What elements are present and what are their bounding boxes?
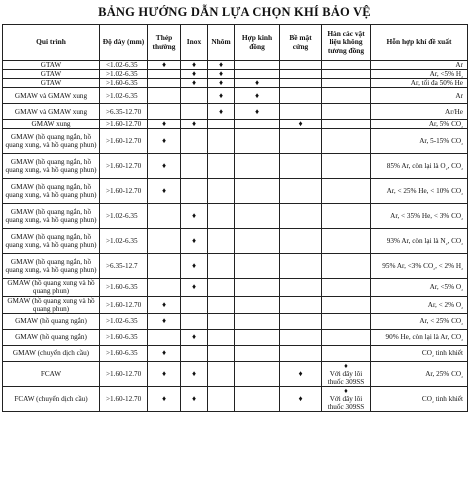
cell-inox [181,345,208,361]
cell-gas-mix: 95% Ar, <3% $CO_{_2}$, < 2% $H_{_2}$ [371,254,468,279]
cell-steel [148,254,181,279]
diamond-mark-icon: ♦ [191,60,197,69]
cell-dissimilar [322,279,371,296]
diamond-mark-icon: ♦ [161,299,167,309]
cell-steel [148,154,181,179]
table-row [3,296,468,313]
cell-inox [181,120,208,129]
cell-copper [235,345,280,361]
cell-inox [181,229,208,254]
cell-inox [181,179,208,204]
cell-aluminum [208,129,235,154]
cell-aluminum [208,296,235,313]
diamond-mark-icon: ♦ [344,361,348,370]
diamond-mark-icon: ♦ [218,60,224,69]
cell-hard [280,254,322,279]
diamond-mark-icon: ♦ [161,394,167,404]
cell-thickness: >1.60-12.70 [100,154,148,179]
table-row [3,329,468,345]
cell-dissimilar [322,179,371,204]
cell-dissimilar [322,129,371,154]
cell-dissimilar [322,88,371,104]
cell-process: GMAW (hồ quang ngắn, hồ quang xung, và hồ quang phun) [3,229,100,254]
diamond-mark-icon: ♦ [191,394,197,404]
cell-copper [235,279,280,296]
cell-process: GMAW xung [3,120,100,129]
diamond-mark-icon: ♦ [298,394,303,404]
diamond-mark-icon: ♦ [191,282,197,292]
cell-thickness: >1.02-6.35 [100,204,148,229]
header-thickness: Độ dày (mm) [100,25,148,61]
header-gas-mix: Hỗn hợp khí đề xuất [371,25,468,61]
cell-process: GTAW [3,61,100,70]
cell-aluminum [208,179,235,204]
cell-dissimilar [322,361,371,386]
cell-dissimilar [322,345,371,361]
cell-process: GMAW (hồ quang ngắn, hồ quang xung, và hồ quang phun) [3,129,100,154]
diamond-mark-icon: ♦ [191,78,197,88]
cell-hard [280,154,322,179]
table-row [3,61,468,70]
cell-steel [148,387,181,412]
diamond-mark-icon: ♦ [298,119,303,129]
diamond-mark-icon: ♦ [218,78,224,88]
cell-gas-mix: Ar, < 35% He, < 3% $CO_{_2}$ [371,204,468,229]
cell-gas-mix: 93% Ar, còn lại là $N_{_2}$, $CO_{_2}$ [371,229,468,254]
diamond-mark-icon: ♦ [161,368,167,378]
cell-aluminum [208,361,235,386]
cell-gas-mix: Ar, 5% $CO_{_2}$ [371,120,468,129]
diamond-mark-icon: ♦ [161,348,167,358]
cell-inox [181,70,208,79]
cell-dissimilar [322,120,371,129]
table-row [3,387,468,412]
cell-copper [235,88,280,104]
cell-steel [148,313,181,329]
cell-dissimilar [322,79,371,88]
table-row [3,154,468,179]
cell-process: GMAW và GMAW xung [3,88,100,104]
cell-steel [148,296,181,313]
cell-thickness: >1.60-12.70 [100,387,148,412]
cell-hard [280,296,322,313]
cell-dissimilar [322,387,371,412]
cell-process: GMAW (hồ quang ngắn) [3,313,100,329]
cell-copper [235,129,280,154]
page-title: BẢNG HƯỚNG DẪN LỰA CHỌN KHÍ BẢO VỆ [98,5,371,19]
header-process: Qui trình [3,25,100,61]
cell-thickness: >1.60-6.35 [100,345,148,361]
diamond-mark-icon: ♦ [161,186,167,196]
header-copper: Hợp kinh đồng [235,25,280,61]
cell-copper [235,329,280,345]
cell-steel [148,279,181,296]
diamond-mark-icon: ♦ [191,119,197,129]
cell-aluminum [208,313,235,329]
cell-process: GMAW (hồ quang xung và hồ quang phun) [3,279,100,296]
cell-hard [280,313,322,329]
table-row [3,129,468,154]
cell-aluminum [208,120,235,129]
shielding-gas-table [2,24,468,412]
cell-process: GMAW (hồ quang ngắn) [3,329,100,345]
header-dissimilar: Hàn các vật liệu không tương đồng [322,25,371,61]
table-header-row [3,25,468,61]
cell-inox [181,104,208,120]
header-inox: Inox [181,25,208,61]
diamond-mark-icon: ♦ [161,119,167,129]
cell-inox [181,88,208,104]
cell-steel [148,329,181,345]
table-row [3,179,468,204]
cell-hard [280,345,322,361]
table-row [3,345,468,361]
cell-dissimilar [322,254,371,279]
cell-steel [148,361,181,386]
cell-aluminum [208,70,235,79]
diamond-mark-icon: ♦ [191,211,197,221]
cell-process: GTAW [3,79,100,88]
cell-hard [280,88,322,104]
cell-hard [280,361,322,386]
cell-aluminum [208,345,235,361]
cell-hard [280,387,322,412]
cell-thickness: >6.35-12.70 [100,104,148,120]
cell-copper [235,387,280,412]
cell-gas-mix: Ar, < 25% He, < 10% $CO_{_2}$ [371,179,468,204]
cell-inox [181,361,208,386]
diamond-mark-icon: ♦ [191,368,197,378]
cell-inox [181,204,208,229]
table-row [3,70,468,79]
cell-thickness: >1.60-6.35 [100,329,148,345]
header-hard-surface: Bề mặt cứng [280,25,322,61]
cell-copper [235,254,280,279]
cell-thickness: >1.60-12.70 [100,361,148,386]
cell-copper [235,61,280,70]
cell-hard [280,129,322,154]
cell-thickness: >1.02-6.35 [100,229,148,254]
cell-process: GTAW [3,70,100,79]
diamond-mark-icon: ♦ [161,60,167,69]
cell-hard [280,61,322,70]
diamond-mark-icon: ♦ [161,136,167,146]
cell-thickness: >1.60-6.35 [100,279,148,296]
cell-thickness: >1.60-12.70 [100,179,148,204]
cell-gas-mix: Ar/He [371,104,468,120]
diamond-mark-icon: ♦ [191,261,197,271]
diamond-mark-icon: ♦ [298,368,303,378]
cell-steel [148,88,181,104]
cell-process: FCAW (chuyển dịch cầu) [3,387,100,412]
table-row [3,204,468,229]
cell-process: GMAW (chuyển dịch cầu) [3,345,100,361]
cell-gas-mix: 85% Ar, còn lại là $O_{_2}$, $CO_{_2}$ [371,154,468,179]
cell-gas-mix: Ar, 5-15% $CO_{_2}$ [371,129,468,154]
cell-copper [235,179,280,204]
cell-gas-mix: Ar, tối đa 50% He [371,79,468,88]
table-row [3,254,468,279]
cell-copper [235,79,280,88]
diamond-mark-icon: ♦ [254,90,260,100]
diamond-mark-icon: ♦ [218,69,224,79]
table-row [3,88,468,104]
diamond-mark-icon: ♦ [254,78,260,88]
cell-copper [235,204,280,229]
cell-process: GMAW (hồ quang xung và hồ quang phun) [3,296,100,313]
cell-steel [148,345,181,361]
cell-thickness: >1.60-12.70 [100,129,148,154]
cell-process: GMAW (hồ quang ngắn, hồ quang xung, và hồ quang phun) [3,204,100,229]
cell-thickness: >1.60-12.70 [100,120,148,129]
cell-aluminum [208,329,235,345]
cell-dissimilar [322,296,371,313]
cell-steel [148,229,181,254]
table-row [3,279,468,296]
cell-gas-mix: Ar, <5% $H_{_2}$ [371,70,468,79]
diamond-mark-icon: ♦ [254,106,260,116]
diamond-mark-icon: ♦ [218,90,224,100]
cell-hard [280,79,322,88]
cell-copper [235,120,280,129]
cell-thickness: >1.02-6.35 [100,313,148,329]
cell-hard [280,279,322,296]
cell-gas-mix: Ar, 25% $CO_{_2}$ [371,361,468,386]
cell-aluminum [208,104,235,120]
cell-inox [181,61,208,70]
cell-aluminum [208,229,235,254]
header-aluminum: Nhôm [208,25,235,61]
diamond-mark-icon: ♦ [191,236,197,246]
cell-inox [181,296,208,313]
cell-aluminum [208,204,235,229]
cell-steel [148,70,181,79]
table-row [3,104,468,120]
cell-gas-mix: Ar, < 2% $O_{_2}$ [371,296,468,313]
cell-gas-mix: 90% He, còn lại là Ar, $CO_{_2}$ [371,329,468,345]
cell-copper [235,104,280,120]
cell-copper [235,70,280,79]
cell-dissimilar [322,313,371,329]
cell-gas-mix: $CO_{_2}$ tinh khiết [371,345,468,361]
cell-gas-mix: Ar, <5% $O_{_2}$ [371,279,468,296]
cell-hard [280,329,322,345]
cell-process: GMAW và GMAW xung [3,104,100,120]
cell-thickness: >1.60-6.35 [100,79,148,88]
cell-steel [148,79,181,88]
diamond-mark-icon: ♦ [218,106,224,116]
cell-dissimilar [322,104,371,120]
cell-inox [181,154,208,179]
table-row [3,313,468,329]
cell-aluminum [208,61,235,70]
cell-hard [280,179,322,204]
dissimilar-note: Với dây lõi thuốc 309SS [327,395,365,412]
table-row [3,120,468,129]
table-row [3,229,468,254]
cell-hard [280,120,322,129]
diamond-mark-icon: ♦ [191,332,197,342]
cell-copper [235,296,280,313]
cell-dissimilar [322,204,371,229]
cell-process: GMAW (hồ quang ngắn, hồ quang xung, và hồ quang phun) [3,154,100,179]
cell-gas-mix: Ar [371,88,468,104]
cell-process: GMAW (hồ quang ngắn, hồ quang xung, và hồ quang phun) [3,179,100,204]
cell-copper [235,229,280,254]
cell-process: FCAW [3,361,100,386]
cell-thickness: >1.02-6.35 [100,88,148,104]
cell-steel [148,61,181,70]
cell-copper [235,313,280,329]
table-row [3,79,468,88]
header-steel: Thép thường [148,25,181,61]
cell-hard [280,70,322,79]
table-body [3,61,468,412]
cell-inox [181,129,208,154]
cell-dissimilar [322,154,371,179]
cell-aluminum [208,254,235,279]
table-row [3,361,468,386]
cell-dissimilar [322,229,371,254]
diamond-mark-icon: ♦ [191,69,197,79]
cell-gas-mix: Ar [371,61,468,70]
cell-hard [280,104,322,120]
cell-thickness: >1.02-6.35 [100,70,148,79]
cell-inox [181,79,208,88]
diamond-mark-icon: ♦ [344,387,348,396]
diamond-mark-icon: ♦ [161,161,167,171]
cell-steel [148,204,181,229]
cell-gas-mix: Ar, < 25% $CO_{_2}$ [371,313,468,329]
cell-dissimilar [322,329,371,345]
cell-gas-mix: $CO_{_2}$ tinh khiết [371,387,468,412]
cell-aluminum [208,279,235,296]
cell-inox [181,387,208,412]
cell-steel [148,129,181,154]
cell-inox [181,279,208,296]
cell-copper [235,154,280,179]
cell-aluminum [208,88,235,104]
cell-inox [181,313,208,329]
cell-thickness: >1.60-12.70 [100,296,148,313]
cell-hard [280,229,322,254]
cell-dissimilar [322,61,371,70]
cell-inox [181,329,208,345]
cell-aluminum [208,387,235,412]
cell-dissimilar [322,70,371,79]
cell-steel [148,179,181,204]
diamond-mark-icon: ♦ [161,316,167,326]
dissimilar-note: Với dây lõi thuốc 309SS [327,369,365,386]
cell-thickness: <1.02-6.35 [100,61,148,70]
cell-aluminum [208,154,235,179]
cell-thickness: >6.35-12.7 [100,254,148,279]
cell-aluminum [208,79,235,88]
cell-process: GMAW (hồ quang ngắn, hồ quang xung, và hồ quang phun) [3,254,100,279]
cell-copper [235,361,280,386]
cell-hard [280,204,322,229]
cell-steel [148,120,181,129]
cell-inox [181,254,208,279]
cell-steel [148,104,181,120]
